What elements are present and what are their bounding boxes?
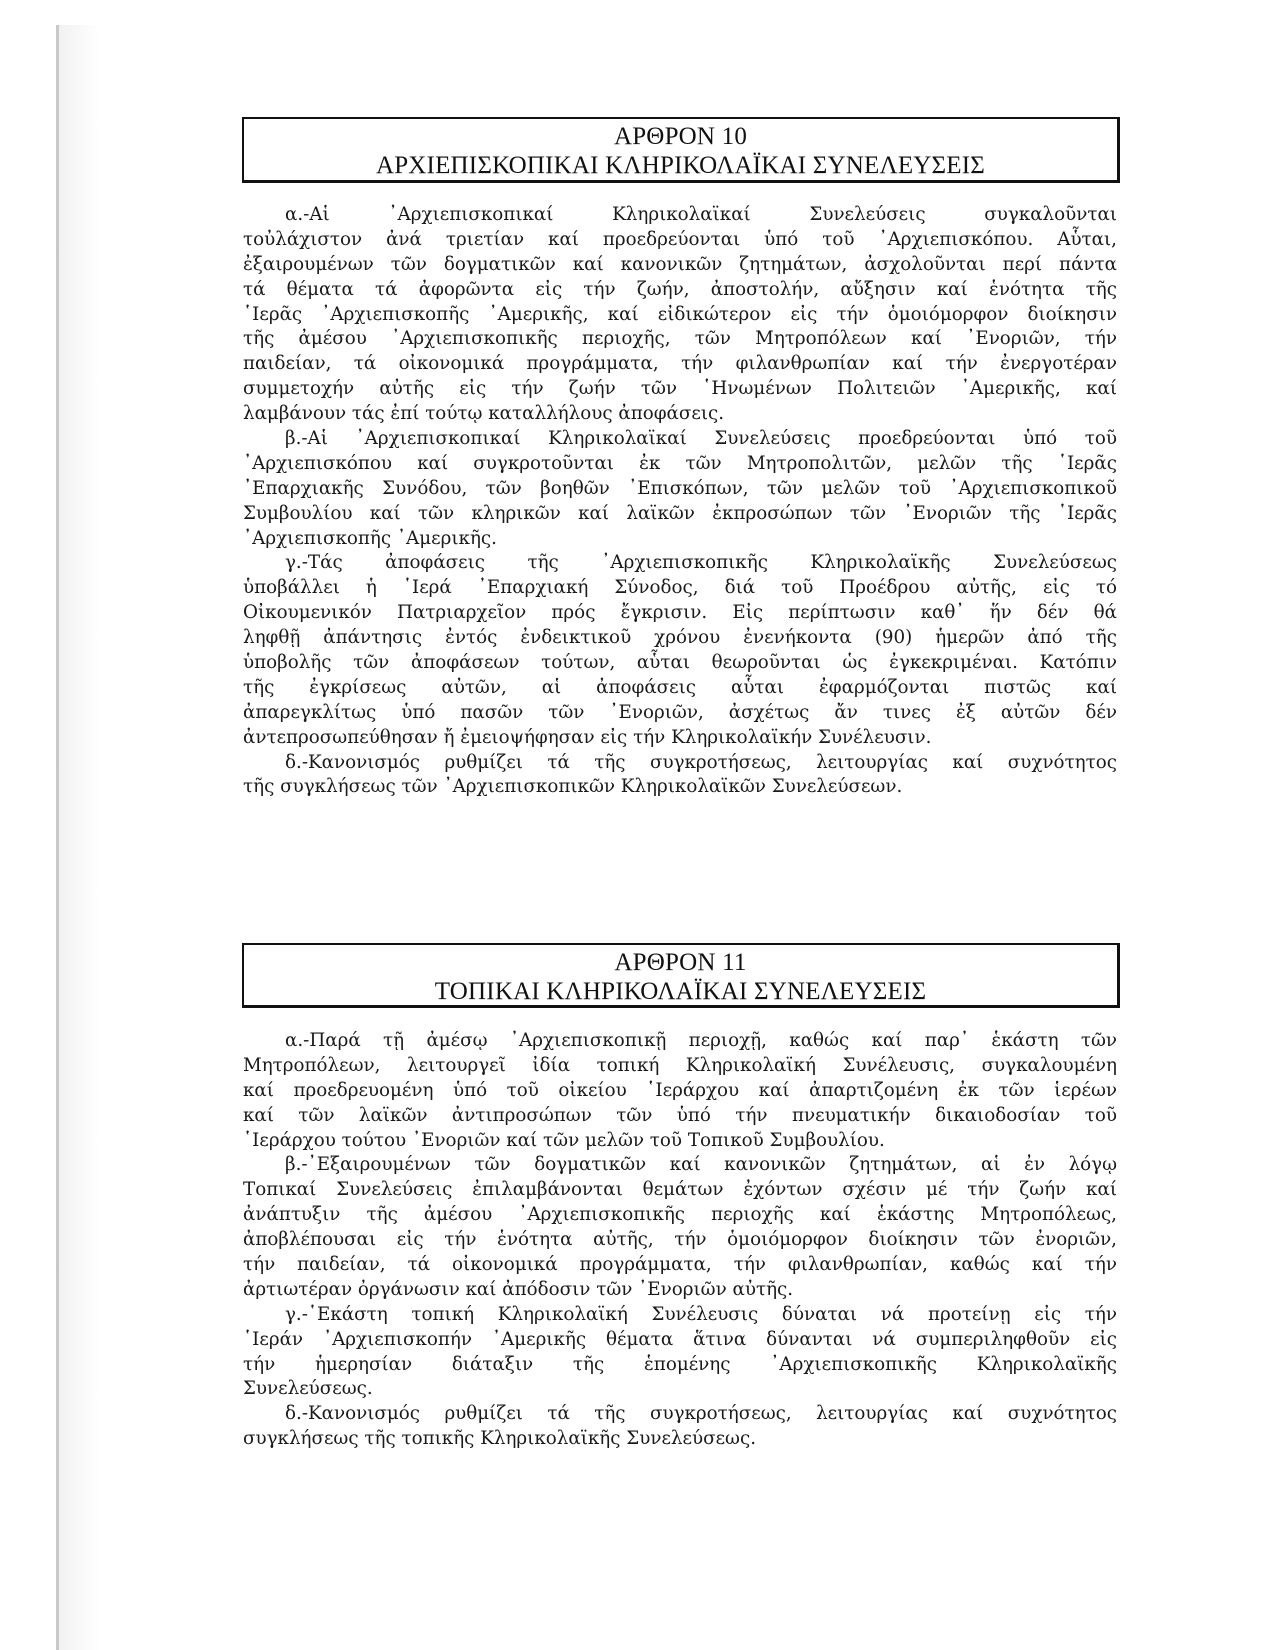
text-line: καί προεδρευομένη ὑπό τοῦ οἰκείου ῾Ιεράρχου καί ἀπαρτιζομένη ἐκ τῶν ἱερέων	[243, 1079, 1117, 1101]
text-line: γ.-Τάς ἀποφάσεις τῆς ᾿Αρχιεπισκοπικῆς Κληρικολαϊκῆς Συνελεύσεως	[285, 552, 1117, 574]
text-line: ῾Ιερᾶς ᾿Αρχιεπισκοπῆς ᾿Αμερικῆς, καί εἰδικώτερον εἰς τήν ὁμοιόμορφον διοίκησιν	[243, 303, 1117, 325]
text-line: τήν ἡμερησίαν διάταξιν τῆς ἑπομένης ᾿Αρχιεπισκοπικῆς Κληρικολαϊκῆς	[243, 1353, 1117, 1375]
text-line: Συμβουλίου καί τῶν κληρικῶν καί λαϊκῶν ἐκπροσώπων τῶν ᾿Ενοριῶν τῆς ῾Ιερᾶς	[243, 502, 1117, 524]
text-line: καί τῶν λαϊκῶν ἀντιπροσώπων τῶν ὑπό τήν πνευματικήν δικαιοδοσίαν τοῦ	[243, 1104, 1117, 1126]
text-line: συγκλήσεως τῆς τοπικῆς Κληρικολαϊκῆς Συνελεύσεως.	[243, 1428, 757, 1450]
article-10-heading-box	[242, 117, 1120, 183]
article-10-title: ΑΡΧΙΕΠΙΣΚΟΠΙΚΑΙ ΚΛΗΡΙΚΟΛΑΪΚΑΙ ΣΥΝΕΛΕΥΣΕΙΣ	[375, 152, 986, 179]
article-10-body	[243, 203, 1117, 800]
text-line: ῾Ιεράρχου τούτου ᾿Ενοριῶν καί τῶν μελῶν τοῦ Τοπικοῦ Συμβουλίου.	[243, 1129, 885, 1151]
text-line: τοὐλάχιστον ἀνά τριετίαν καί προεδρεύονται ὑπό τοῦ ᾿Αρχιεπισκόπου. Αὗται,	[243, 228, 1117, 250]
text-line: β.-᾿Εξαιρουμένων τῶν δογματικῶν καί κανονικῶν ζητημάτων, αἱ ἐν λόγῳ	[285, 1154, 1117, 1176]
text-line: γ.-῾Εκάστη τοπική Κληρικολαϊκή Συνέλευσις δύναται νά προτείνῃ εἰς τήν	[285, 1303, 1117, 1325]
text-line: τῆς ἐγκρίσεως αὐτῶν, αἱ ἀποφάσεις αὗται ἐφαρμόζονται πιστῶς καί	[243, 676, 1117, 698]
text-line: ἀντεπροσωπεύθησαν ἤ ἐμειοψήφησαν εἰς τήν Κληρικολαϊκήν Συνέλευσιν.	[243, 726, 932, 748]
text-line: τήν παιδείαν, τά οἰκονομικά προγράμματα, τήν φιλανθρωπίαν, καθώς καί τήν	[243, 1254, 1117, 1276]
page-gutter-shade	[59, 25, 99, 1650]
text-line: ᾿Επαρχιακῆς Συνόδου, τῶν βοηθῶν ᾿Επισκόπων, τῶν μελῶν τοῦ ᾿Αρχιεπισκοπικοῦ	[243, 477, 1117, 499]
text-line: ἀρτιωτέραν ὀργάνωσιν καί ἀπόδοσιν τῶν ᾿Ενοριῶν αὐτῆς.	[243, 1278, 794, 1300]
text-line: παιδείαν, τά οἰκονομικά προγράμματα, τήν φιλανθρωπίαν καί τήν ἐνεργοτέραν	[243, 353, 1117, 375]
text-line: Τοπικαί Συνελεύσεις ἐπιλαμβάνονται θεμάτων ἐχόντων σχέσιν μέ τήν ζωήν καί	[243, 1179, 1117, 1201]
text-line: ἀποβλέπουσαι εἰς τήν ἑνότητα αὐτῆς, τήν ὁμοιόμορφον διοίκησιν τῶν ἐνοριῶν,	[243, 1229, 1117, 1251]
text-line: Συνελεύσεως.	[243, 1378, 373, 1400]
article-11-heading-box	[242, 943, 1120, 1008]
article-10-number: ΑΡΘΡΟΝ 10	[613, 123, 748, 150]
text-line: ἀπαρεγκλίτως ὑπό πασῶν τῶν ᾿Ενοριῶν, ἀσχέτως ἄν τινες ἐξ αὐτῶν δέν	[243, 701, 1117, 723]
text-line: ῾Ιεράν ᾿Αρχιεπισκοπήν ᾿Αμερικῆς θέματα ἅτινα δύνανται νά συμπεριληφθοῦν εἰς	[243, 1328, 1117, 1350]
article-11-title: ΤΟΠΙΚΑΙ ΚΛΗΡΙΚΟΛΑΪΚΑΙ ΣΥΝΕΛΕΥΣΕΙΣ	[434, 978, 927, 1005]
article-11-number: ΑΡΘΡΟΝ 11	[614, 949, 747, 976]
text-line: Οἰκουμενικόν Πατριαρχεῖον πρός ἔγκρισιν. Εἰς περίπτωσιν καθ᾿ ἥν δέν θά	[243, 602, 1117, 624]
text-line: τῆς ἀμέσου ᾿Αρχιεπισκοπικῆς περιοχῆς, τῶν Μητροπόλεων καί ᾿Ενοριῶν, τήν	[243, 328, 1117, 350]
text-line: α.-Αἱ ᾿Αρχιεπισκοπικαί Κληρικολαϊκαί Συνελεύσεις συγκαλοῦνται	[285, 204, 1117, 225]
text-line: ληφθῇ ἀπάντησις ἐντός ἐνδεικτικοῦ χρόνου ἐνενήκοντα (90) ἡμερῶν ἀπό τῆς	[243, 627, 1117, 649]
text-line: τά θέματα τά ἀφορῶντα εἰς τήν ζωήν, ἀποστολήν, αὔξησιν καί ἑνότητα τῆς	[243, 278, 1117, 300]
text-line: α.-Παρά τῇ ἀμέσῳ ᾿Αρχιεπισκοπικῇ περιοχῇ, καθώς καί παρ᾿ ἑκάστη τῶν	[285, 1030, 1117, 1051]
text-line: Μητροπόλεων, λειτουργεῖ ἰδία τοπική Κληρικολαϊκή Συνέλευσις, συγκαλουμένη	[243, 1054, 1117, 1076]
text-line: ὑποβολῆς τῶν ἀποφάσεων τούτων, αὗται θεωροῦνται ὡς ἐγκεκριμέναι. Κατόπιν	[243, 652, 1117, 674]
text-line: δ.-Κανονισμός ρυθμίζει τά τῆς συγκροτήσεως, λειτουργίας καί συχνότητος	[285, 751, 1117, 773]
text-line: δ.-Κανονισμός ρυθμίζει τά τῆς συγκροτήσεως, λειτουργίας καί συχνότητος	[285, 1403, 1117, 1425]
text-line: συμμετοχήν αὐτῆς εἰς τήν ζωήν τῶν ῾Ηνωμένων Πολιτειῶν ᾿Αμερικῆς, καί	[243, 378, 1117, 400]
text-line: τῆς συγκλήσεως τῶν ᾿Αρχιεπισκοπικῶν Κληρικολαϊκῶν Συνελεύσεων.	[243, 776, 903, 798]
text-line: ὑποβάλλει ἡ ῾Ιερά ᾿Επαρχιακή Σύνοδος, διά τοῦ Προέδρου αὐτῆς, εἰς τό	[243, 577, 1117, 599]
text-line: ἀνάπτυξιν τῆς ἀμέσου ᾿Αρχιεπισκοπικῆς περιοχῆς καί ἑκάστης Μητροπόλεως,	[243, 1204, 1117, 1226]
article-11-body	[243, 1029, 1117, 1452]
text-line: β.-Αἱ ᾿Αρχιεπισκοπικαί Κληρικολαϊκαί Συνελεύσεις προεδρεύονται ὑπό τοῦ	[285, 428, 1117, 450]
text-line: ᾿Αρχιεπισκοπῆς ᾿Αμερικῆς.	[243, 527, 497, 549]
text-line: ᾿Αρχιεπισκόπου καί συγκροτοῦνται ἐκ τῶν Μητροπολιτῶν, μελῶν τῆς ῾Ιερᾶς	[243, 452, 1117, 474]
text-line: ἐξαιρουμένων τῶν δογματικῶν καί κανονικῶν ζητημάτων, ἀσχολοῦνται περί πάντα	[243, 253, 1117, 275]
text-line: λαμβάνουν τάς ἐπί τούτῳ καταλλήλους ἀποφάσεις.	[243, 403, 725, 425]
